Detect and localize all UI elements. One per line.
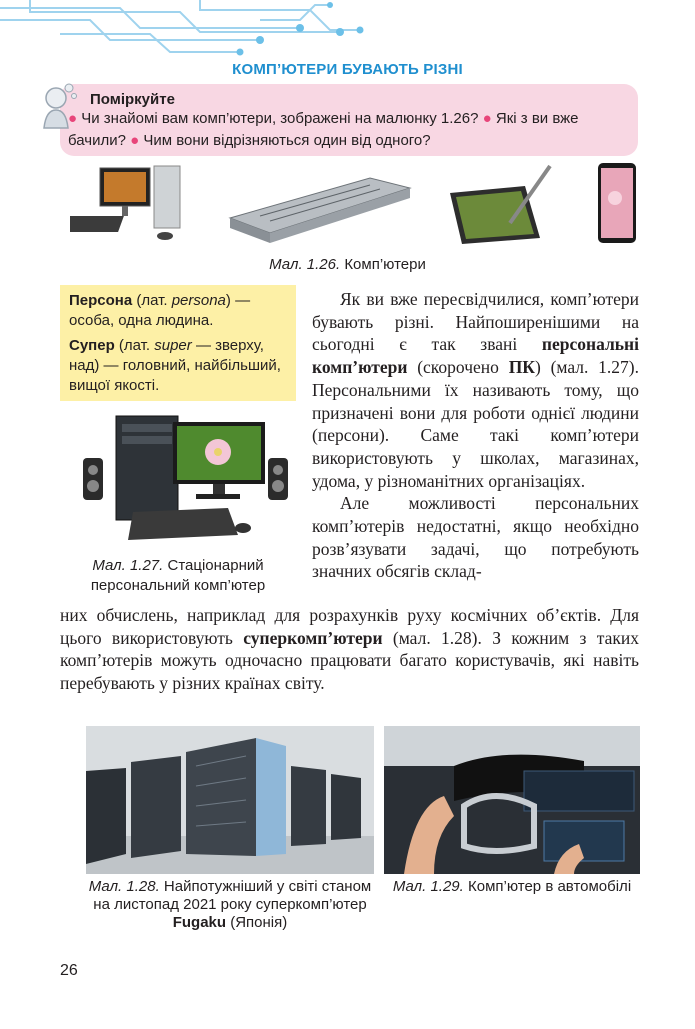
caption-number: Мал. 1.28. — [88, 878, 160, 895]
figure-1-27 — [78, 410, 298, 555]
question-2: Які з ви вже бачили? — [68, 110, 579, 149]
bullet-icon: ● — [130, 132, 140, 149]
text-run: (скорочено — [417, 357, 499, 378]
caption-number: Мал. 1.29. — [392, 878, 464, 895]
latin-word: persona — [171, 292, 226, 309]
think-questions — [68, 108, 633, 152]
figure-1-29 — [384, 726, 640, 874]
lat-prefix: (лат. — [136, 292, 168, 309]
latin-word: super — [154, 337, 192, 354]
figure-1-27-caption — [60, 556, 296, 596]
glossary-entry-super — [69, 336, 291, 396]
desktop-pc-image — [70, 166, 180, 240]
caption-text: Комп’ютер в автомобілі — [468, 878, 632, 895]
caption-number: Мал. 1.26. — [269, 256, 341, 273]
term: Супер — [69, 337, 115, 354]
main-text-full-width — [60, 604, 639, 695]
paragraph-2-start — [312, 492, 639, 583]
term: Персона — [69, 292, 133, 309]
caption-text: Комп’ютери — [344, 256, 426, 273]
figure-1-26 — [70, 158, 640, 253]
smartphone-image — [598, 163, 636, 243]
bold-term: суперкомп’ютери — [243, 627, 383, 648]
caption-tail: (Японія) — [230, 914, 288, 931]
server-rack-image — [230, 178, 410, 243]
bullet-icon: ● — [68, 110, 78, 127]
lat-prefix: (лат. — [118, 337, 151, 354]
definition: ) — особа, одна людина. — [69, 292, 251, 329]
caption-text: Найпотужніший у світі станом на листопад 2021 року суперкомп’ютер — [93, 878, 372, 913]
text-run: Але можливості персональних комп’ютерів недостатні, якщо необхідно розв’язувати задачі, що потребують значних обсягів склад- — [312, 493, 639, 582]
think-title: Поміркуйте — [90, 91, 175, 108]
text-run: них обчислень, наприклад для розрахунків руху космічних об’єктів. Для цього використовують — [60, 605, 639, 648]
caption-bold: Fugaku — [172, 914, 227, 931]
figure-1-28-caption — [86, 878, 374, 932]
text-run: ) (мал. 1.27). Персональними їх називають тому, що призначені вони для роботи однієї людини (персони). Саме такі комп’ютери використовують у школах, магазинах, удома, у різноманітних організаціях. — [312, 357, 640, 491]
figure-1-29-caption — [384, 878, 640, 896]
figure-1-28 — [86, 726, 374, 874]
question-1: Чи знайомі вам комп’ютери, зображені на малюнку 1.26? — [81, 110, 479, 127]
page-number: 26 — [60, 962, 78, 979]
caption-text: Стаціонарний персональний комп’ютер — [90, 557, 266, 594]
question-3: Чим вони відрізняються один від одного? — [143, 132, 431, 149]
glossary-entry-persona — [69, 291, 291, 331]
bold-term: ПК — [508, 357, 535, 378]
figure-1-26-caption — [0, 256, 695, 273]
caption-number: Мал. 1.27. — [92, 557, 164, 574]
main-text-right-column — [312, 288, 639, 583]
definition: — зверху, над) — головний, найбільший, вищої якості. — [69, 337, 281, 394]
text-run: (мал. 1.28). З кожним з таких комп’ютерів можуть одночасно працювати багато користувачів, які навіть перебувають у різних країнах світу. — [60, 627, 640, 694]
bullet-icon: ● — [482, 110, 492, 127]
bold-term: персональні комп’ютери — [312, 334, 639, 378]
glossary-box — [60, 285, 296, 401]
tablet-image — [450, 166, 550, 244]
paragraph-1 — [312, 288, 639, 492]
circuit-decoration — [0, 0, 695, 60]
text-run: Як ви вже пересвідчилися, комп’ютери бувають різні. Найпоширенішими на сьогодні є так звані — [312, 289, 639, 355]
section-title: КОМП’ЮТЕРИ БУВАЮТЬ РІЗНІ — [232, 61, 463, 78]
